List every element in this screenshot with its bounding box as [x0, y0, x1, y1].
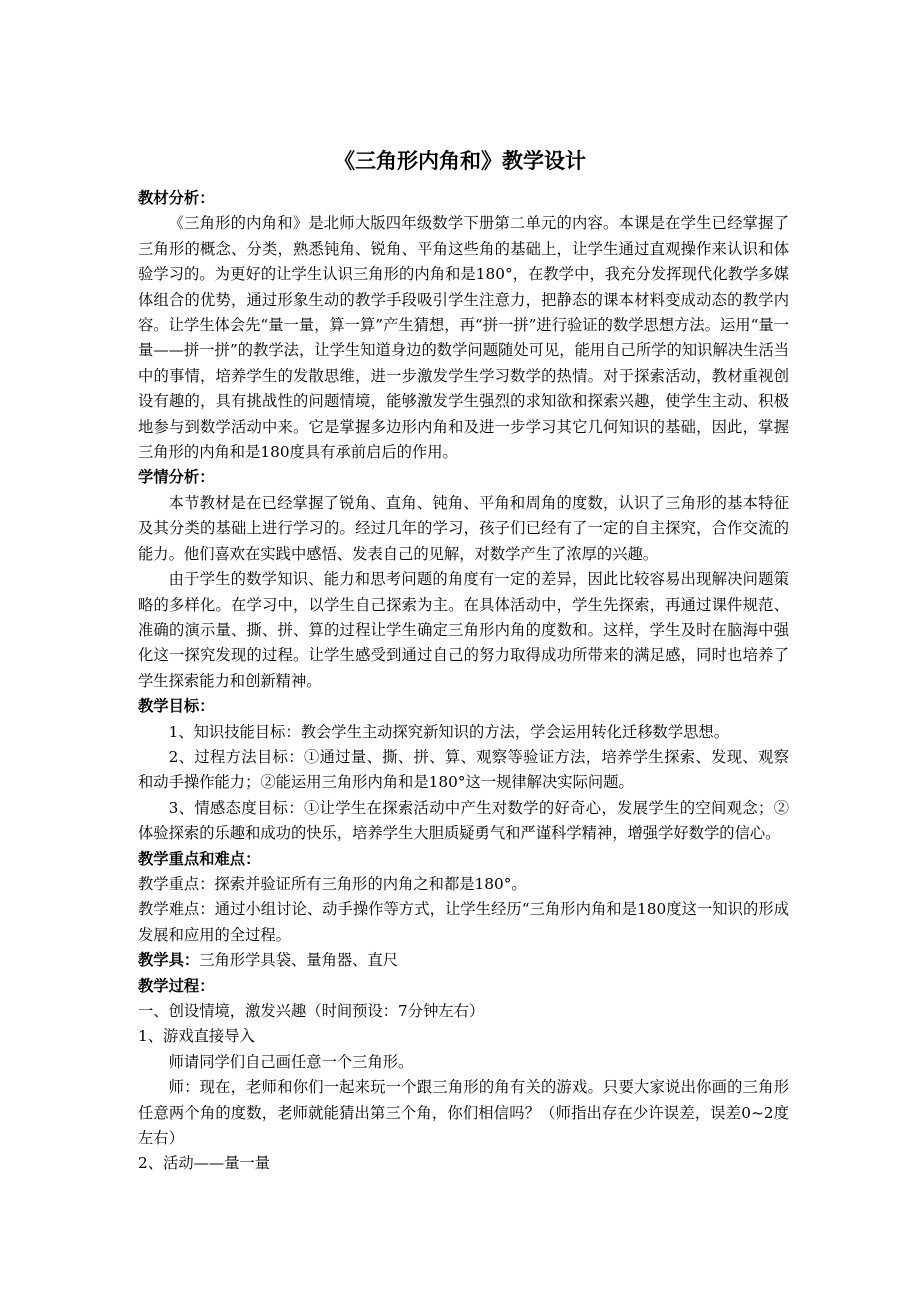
section-heading-tools: 教学具： [138, 951, 200, 970]
process-paragraph-2: 师：现在，老师和你们一起来玩一个跟三角形的角有关的游戏。只要大家说出你画的三角形任意两个角的度数，老师就能猜出第三个角，你们相信吗？（师指出存在少许误差，误差0~2度左右） [138, 1078, 789, 1148]
teaching-tools-text: 三角形学具袋、量角器、直尺 [199, 951, 399, 970]
goal-emotion-attitude: 3、情感态度目标：①让学生在探索活动中产生对数学的好奇心，发展学生的空间观念；②体验探索的乐趣和成功的快乐，培养学生大胆质疑勇气和严谨科学精神，增强学好数学的信心。 [138, 798, 789, 843]
section-heading-learner: 学情分析： [138, 468, 215, 487]
paragraph-learner-analysis-1: 本节教材是在已经掌握了锐角、直角、钝角、平角和周角的度数，认识了三角形的基本特征及其分类的基础上进行学习的。经过几年的学习，孩子们已经有了一定的自主探究，合作交流的能力。他们喜欢在实践中感悟、发表自己的见解，对数学产生了浓厚的兴趣。 [138, 493, 789, 563]
teaching-tools-line [138, 948, 789, 973]
paragraph-material-analysis: 《三角形的内角和》是北师大版四年级数学下册第二单元的内容。本课是在学生已经掌握了三角形的概念、分类，熟悉钝角、锐角、平角这些角的基础上，让学生通过直观操作来认识和体验学习的。为更好的让学生认识三角形的内角和是180°，在教学中，我充分发挥现代化教学多媒体组合的优势，通过形象生动的教学手段吸引学生注意力，把静态的课本材料变成动态的教学内容。让学生体会先“量一量，算一算”产生猜想，再“拼一拼”进行验证的数学思想方法。运用“量一量——拼一拼”的教学法，让学生知道身边的数学问题随处可见，能用自己所学的知识解决生活当中的事情，培养学生的发散思维，进一步激发学生学习数学的热情。对于探索活动，教材重视创设有趣的，具有挑战性的问题情境，能够激发学生强烈的求知欲和探索兴趣，使学生主动、积极地参与到数学活动中来。它是掌握多边形内角和及进一步学习其它几何知识的基础，因此，掌握三角形的内角和是180度具有承前启后的作用。 [138, 214, 789, 462]
section-heading-process: 教学过程： [138, 976, 215, 995]
process-paragraph-1: 师请同学们自己画任意一个三角形。 [168, 1052, 414, 1071]
paragraph-learner-analysis-2: 由于学生的数学知识、能力和思考问题的角度有一定的差异，因此比较容易出现解决问题策略的多样化。在学习中，以学生自己探索为主。在具体活动中，学生先探索，再通过课件规范、准确的演示量、撕、拼、算的过程让学生确定三角形内角的度数和。这样，学生及时在脑海中强化这一探究发现的过程。让学生感受到通过自己的努力取得成功所带来的满足感，同时也培养了学生探索能力和创新精神。 [138, 570, 789, 690]
section-heading-keypoints: 教学重点和难点： [138, 849, 261, 868]
teaching-difficulty: 教学难点：通过小组讨论、动手操作等方式，让学生经历“三角形内角和是180度这一知识的形成发展和应用的全过程。 [138, 900, 789, 944]
document-title: 《三角形内角和》教学设计 [334, 148, 586, 173]
process-substep-1: 1、游戏直接导入 [138, 1027, 255, 1046]
process-substep-2: 2、活动——量一量 [138, 1154, 271, 1173]
document-body [138, 186, 789, 1177]
goal-knowledge-skills: 1、知识技能目标：教会学生主动探究新知识的方法，学会运用转化迁移数学思想。 [168, 722, 730, 741]
section-heading-goals: 教学目标： [138, 697, 215, 716]
section-heading-material: 教材分析： [138, 189, 215, 207]
goal-process-methods: 2、过程方法目标：①通过量、撕、拼、算、观察等验证方法，培养学生探索、发现、观察和动手操作能力；②能运用三角形内角和是180°这一规律解决实际问题。 [138, 747, 789, 792]
process-step-1: 一、创设情境，激发兴趣（时间预设：7分钟左右） [138, 1002, 485, 1020]
teaching-key-point: 教学重点：探索并验证所有三角形的内角之和都是180°。 [138, 874, 527, 893]
